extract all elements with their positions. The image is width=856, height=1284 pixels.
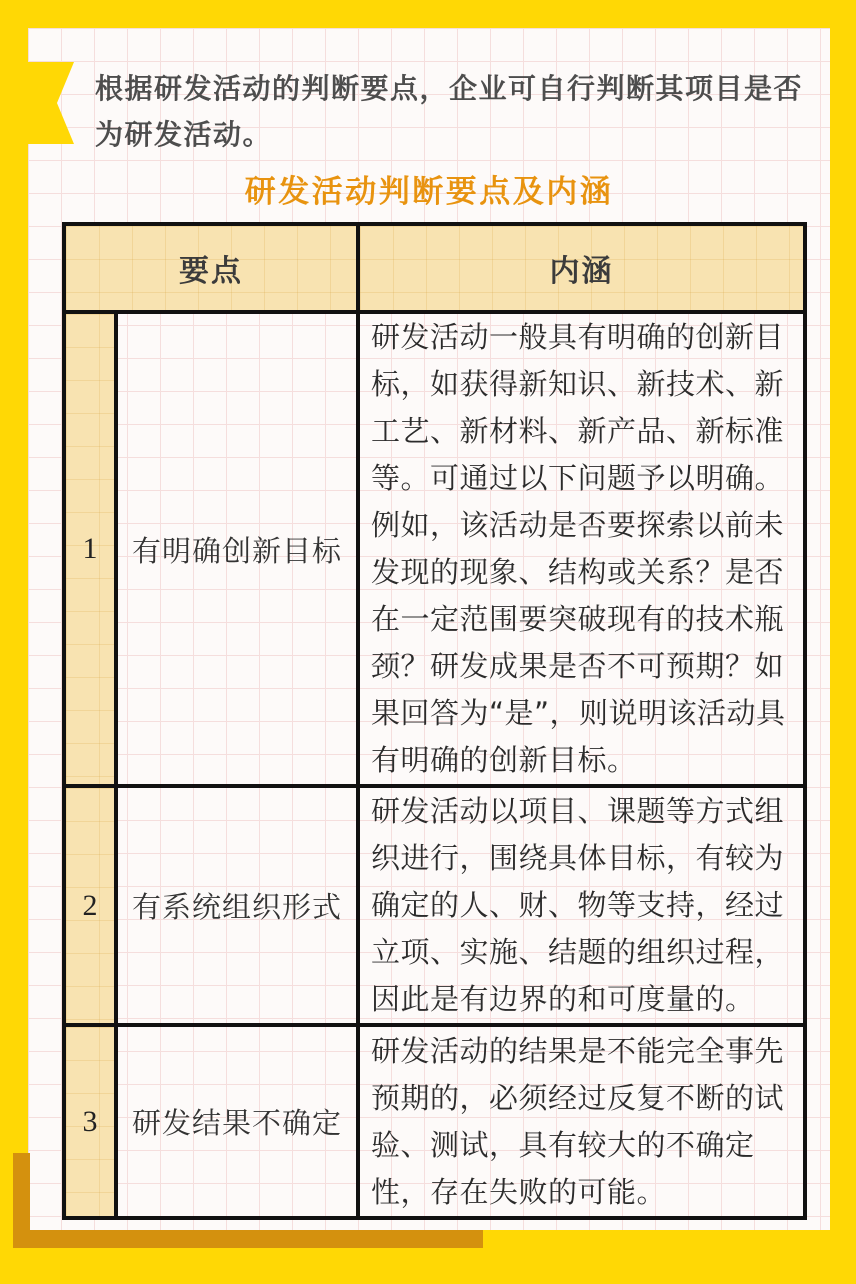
key-points-table xyxy=(62,222,807,1220)
row-number: 1 xyxy=(64,312,116,786)
table-row xyxy=(64,1025,805,1218)
row-content: 研发活动以项目、课题等方式组织进行，围绕具体目标，有较为确定的人、财、物等支持，经过立项、实施、结题的组织过程，因此是有边界的和可度量的。 xyxy=(358,786,805,1025)
row-keypoint: 有系统组织形式 xyxy=(116,786,358,1025)
table-header-row xyxy=(64,224,805,312)
row-keypoint: 研发结果不确定 xyxy=(116,1025,358,1218)
intro-text: 根据研发活动的判断要点，企业可自行判断其项目是否为研发活动。 xyxy=(95,72,804,151)
row-keypoint: 有明确创新目标 xyxy=(116,312,358,786)
row-number: 2 xyxy=(64,786,116,1025)
header-keypoint: 要点 xyxy=(64,224,358,312)
row-content: 研发活动的结果是不能完全事先预期的，必须经过反复不断的试验、测试，具有较大的不确定性，存在失败的可能。 xyxy=(358,1025,805,1218)
row-number: 3 xyxy=(64,1025,116,1218)
table-row xyxy=(64,312,805,786)
row-content: 研发活动一般具有明确的创新目标，如获得新知识、新技术、新工艺、新材料、新产品、新标准等。可通过以下问题予以明确。例如，该活动是否要探索以前未发现的现象、结构或关系？是否在一定范围要突破现有的技术瓶颈？研发成果是否不可预期？如果回答为“是”，则说明该活动具有明确的创新目标。 xyxy=(358,312,805,786)
bottom-left-accent-horizontal xyxy=(13,1230,483,1248)
table-row xyxy=(64,786,805,1025)
page-title: 研发活动判断要点及内涵 xyxy=(244,174,614,210)
header-content: 内涵 xyxy=(358,224,805,312)
